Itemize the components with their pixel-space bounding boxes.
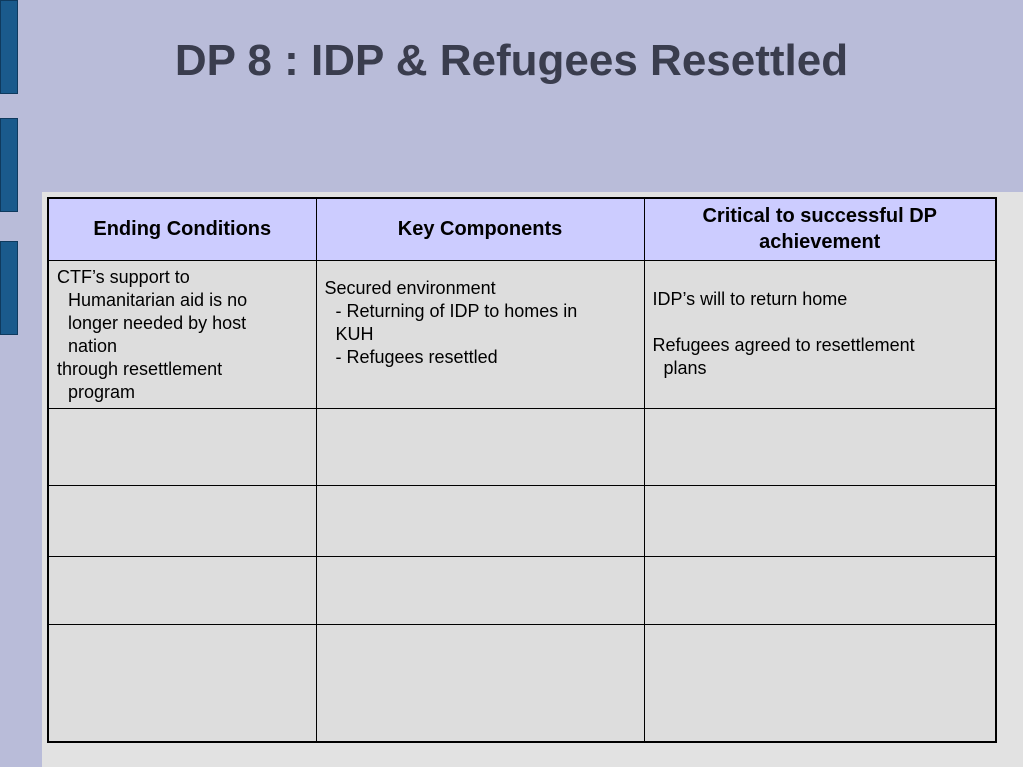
- slide-title: DP 8 : IDP & Refugees Resettled: [174, 36, 849, 85]
- header-key-components: Key Components: [316, 198, 644, 260]
- empty-cell: [316, 556, 644, 624]
- empty-cell: [644, 624, 996, 742]
- key-component-line: - Refugees resettled: [335, 346, 498, 367]
- ending-line: program: [68, 381, 136, 402]
- empty-cell: [48, 556, 316, 624]
- cell-ending-conditions: [48, 260, 316, 408]
- key-component-line: Secured environment: [324, 277, 496, 298]
- critical-line: IDP’s will to return home: [652, 288, 848, 309]
- table-row: [48, 408, 996, 485]
- empty-cell: [644, 556, 996, 624]
- empty-cell: [644, 408, 996, 485]
- decorative-bar-middle: [0, 118, 18, 212]
- ending-line: CTF’s support to: [57, 266, 190, 287]
- empty-cell: [316, 624, 644, 742]
- dp-table: [47, 197, 997, 743]
- table-header-row: [48, 198, 996, 260]
- header-ending-conditions: Ending Conditions: [48, 198, 316, 260]
- empty-cell: [48, 408, 316, 485]
- decorative-bar-bottom: [0, 241, 18, 335]
- ending-line: nation: [68, 335, 118, 356]
- ending-line: longer needed by host: [68, 312, 247, 333]
- ending-line: through resettlement: [57, 358, 223, 379]
- critical-line: plans: [663, 357, 707, 378]
- key-component-line: KUH: [335, 323, 374, 344]
- empty-cell: [48, 485, 316, 556]
- critical-line: Refugees agreed to resettlement: [652, 334, 915, 355]
- table-row: [48, 485, 996, 556]
- header-critical-to-success: Critical to successful DP achievement: [644, 198, 996, 260]
- empty-cell: [48, 624, 316, 742]
- cell-critical-to-success: [644, 260, 996, 408]
- key-component-line: - Returning of IDP to homes in: [335, 300, 578, 321]
- table-row: [48, 556, 996, 624]
- table-row: [48, 260, 996, 408]
- empty-cell: [316, 485, 644, 556]
- empty-cell: [644, 485, 996, 556]
- cell-key-components: [316, 260, 644, 408]
- table-row: [48, 624, 996, 742]
- critical-spacer: [653, 311, 988, 334]
- ending-line: Humanitarian aid is no: [68, 289, 248, 310]
- empty-cell: [316, 408, 644, 485]
